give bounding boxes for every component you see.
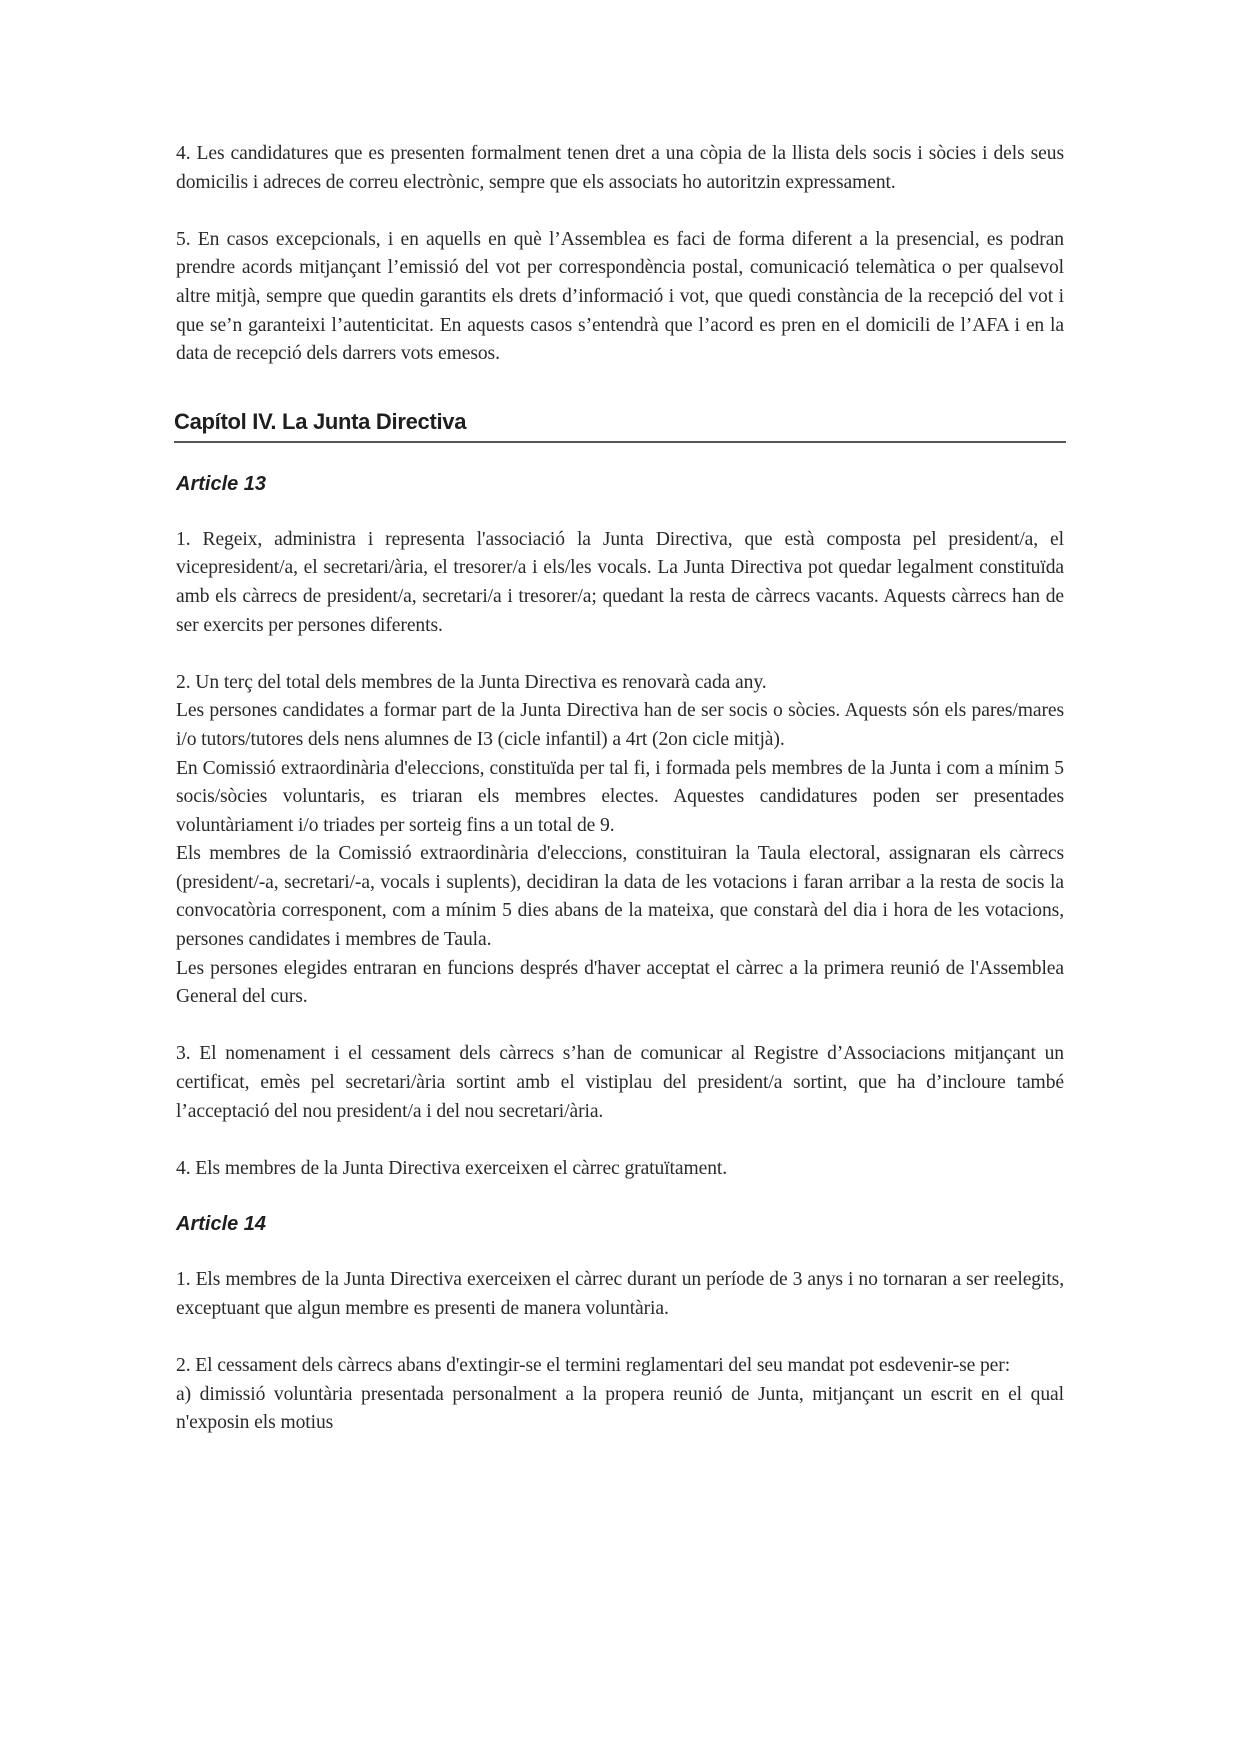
article-13-p2-line: Els membres de la Comissió extraordinària d'eleccions, constituiran la Taula electoral, assignaran els càrrecs (president/-a, secretari/-a, vocals i suplents), decidiran la data de les votacions i faran arribar a la resta de socis la convocatòria corresponent, com a mínim 5 dies abans de la mateixa, que constarà del dia i hora de les votacions, persones candidates i membres de Taula. <box>176 843 1064 951</box>
article-13-p2-line: En Comissió extraordinària d'eleccions, constituïda per tal fi, i formada pels membres de la Junta i com a mínim 5 socis/sòcies voluntaris, es triaran els membres electes. Aquestes candidatures poden ser presentades voluntàriament i/o triades per sorteig fins a un total de 9. <box>176 757 1064 836</box>
article-13-heading: Article 13 <box>176 472 267 495</box>
spacer <box>176 640 1064 669</box>
document-page <box>176 140 1064 1438</box>
chapter-heading: Capítol IV. La Junta Directiva <box>174 409 1066 443</box>
paragraph-prev-5: 5. En casos excepcionals, i en aquells en què l’Assemblea es faci de forma diferent a la presencial, es podran prendre acords mitjançant l’emissió del vot per correspondència postal, comunicació telemàtica o per qualsevol altre mitjà, sempre que quedin garantits els drets d’informació i vot, que quedi constància de la recepció del vot i que se’n garanteixi l’autenticitat. En aquests casos s’entendrà que l’acord es pren en el domicili de l’AFA i en la data de recepció dels darrers vots emesos. <box>176 228 1064 365</box>
spacer <box>176 1012 1064 1041</box>
spacer <box>176 1324 1064 1353</box>
article-14-heading: Article 14 <box>176 1213 267 1236</box>
article-13-paragraph-2 <box>176 669 1064 1012</box>
article-13-p2-line: Les persones candidates a formar part de la Junta Directiva han de ser socis o sòcies. Aquests són els pares/mares i/o tutors/tutores dels nens alumnes de I3 (cicle infantil) a 4rt (2on cicle mitjà). <box>176 700 1064 750</box>
article-13-p2-line: 2. Un terç del total dels membres de la Junta Directiva es renovarà cada any. <box>176 671 767 693</box>
article-13-paragraph-3: 3. El nomenament i el cessament dels càrrecs s’han de comunicar al Registre d’Associacions mitjançant un certificat, emès pel secretari/ària sortint amb el vistiplau del president/a sortint, que ha d’incloure també l’acceptació del nou president/a i del nou secretari/ària. <box>176 1043 1064 1122</box>
article-13-p2-line: Les persones elegides entraran en funcions després d'haver acceptat el càrrec a la primera reunió de l'Assemblea General del curs. <box>176 957 1064 1008</box>
spacer <box>176 1126 1064 1155</box>
article-14-p2-line: a) dimissió voluntària presentada personalment a la propera reunió de Junta, mitjançant un escrit en el qual n'exposin els motius <box>176 1383 1064 1434</box>
article-14-p2-line: 2. El cessament dels càrrecs abans d'extingir-se el termini reglamentari del seu mandat pot esdevenir-se per: <box>176 1355 1011 1377</box>
article-13-paragraph-4: 4. Els membres de la Junta Directiva exerceixen el càrrec gratuïtament. <box>176 1157 728 1179</box>
article-14-paragraph-1: 1. Els membres de la Junta Directiva exerceixen el càrrec durant un període de 3 anys i no tornaran a ser reelegits, exceptuant que algun membre es presenti de manera voluntària. <box>176 1269 1064 1319</box>
spacer <box>176 197 1064 226</box>
article-14-paragraph-2 <box>176 1352 1064 1438</box>
article-13-paragraph-1: 1. Regeix, administra i representa l'associació la Junta Directiva, que està composta pel president/a, el vicepresident/a, el secretari/ària, el tresorer/a i els/les vocals. La Junta Directiva pot quedar legalment constituïda amb els càrrecs de president/a, secretari/a i tresorer/a; quedant la resta de càrrecs vacants. Aquests càrrecs han de ser exercits per persones diferents. <box>176 528 1064 636</box>
paragraph-prev-4: 4. Les candidatures que es presenten formalment tenen dret a una còpia de la llista dels socis i sòcies i dels seus domicilis i adreces de correu electrònic, sempre que els associats ho autoritzin expressament. <box>176 143 1064 193</box>
